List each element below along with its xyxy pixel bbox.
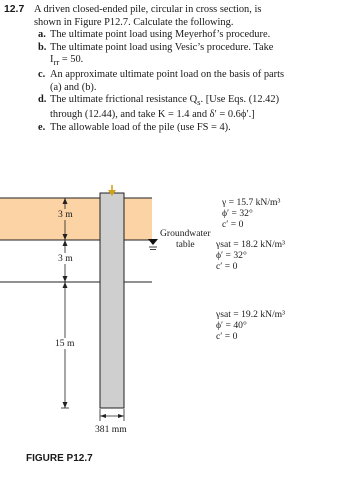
upper-sand-layer: [0, 198, 152, 240]
problem-item-c: [38, 69, 346, 94]
soil-property: γsat = 18.2 kN/m³: [216, 239, 286, 250]
diameter-arrowhead: [118, 414, 124, 418]
soil-layer-1-properties: [222, 197, 280, 230]
soil-property: c′ = 0: [216, 261, 238, 272]
groundwater-marker-icon: [148, 239, 158, 245]
soil-layer-2-properties: [216, 239, 285, 272]
diameter-arrowhead: [100, 414, 106, 418]
problem-item-e: [38, 122, 346, 135]
problem-item-a: [38, 29, 346, 42]
dim-arrowhead: [63, 282, 68, 288]
dim-label-15m: 15 m: [55, 338, 75, 349]
soil-property: γ = 15.7 kN/m³: [222, 197, 281, 208]
soil-layer-3-properties: [216, 309, 285, 342]
dim-arrowhead: [63, 240, 68, 246]
problem-item-text: The ultimate point load using Meyerhof’s procedure.: [50, 29, 271, 41]
problem-stem-line-1: A driven closed-ended pile, circular in cross section, is: [34, 4, 262, 15]
problem-item-label: b.: [38, 41, 47, 53]
soil-property: ϕ′ = 32°: [216, 250, 247, 261]
problem-item-text: through (12.44), and take K = 1.4 and δ′ = 0.6ϕ′.]: [50, 108, 255, 120]
problem-item-label: a.: [38, 29, 46, 41]
soil-property: γsat = 19.2 kN/m³: [216, 309, 286, 320]
dim-arrowhead: [63, 402, 68, 408]
problem-items: [4, 29, 346, 134]
dim-label-3m-upper: 3 m: [58, 209, 73, 220]
problem-item-text: The ultimate frictional resistance $Q_s$. [Use Eqs. (12.42): [50, 94, 280, 108]
problem-item-label: e.: [38, 121, 46, 133]
groundwater-label-line-2: table: [175, 239, 195, 250]
problem-item-d: [38, 94, 346, 121]
problem-item-text: (a) and (b).: [50, 81, 97, 93]
problem-item-text: The allowable load of the pile (use FS = 4).: [50, 121, 231, 133]
problem-item-text: An approximate ultimate point load on the basis of parts: [50, 69, 285, 81]
soil-property: c′ = 0: [216, 331, 238, 342]
dim-label-3m-lower: 3 m: [58, 253, 73, 264]
problem-number: 12.7: [4, 4, 25, 15]
problem-item-b: [38, 42, 346, 69]
problem-item-label: d.: [38, 94, 47, 106]
diameter-label: 381 mm: [95, 424, 127, 435]
problem-item-text: The ultimate point load using Vesic’s procedure. Take: [50, 41, 274, 53]
soil-property: c′ = 0: [222, 219, 244, 230]
problem-stem-line-2: shown in Figure P12.7. Calculate the following.: [34, 16, 234, 28]
groundwater-label-line-1: Groundwater: [160, 228, 211, 239]
soil-property: ϕ′ = 32°: [222, 208, 253, 219]
problem-item-label: c.: [38, 69, 46, 81]
soil-property: ϕ′ = 40°: [216, 320, 247, 331]
problem-statement: [4, 4, 346, 134]
groundwater-label: [160, 228, 211, 250]
figure-caption: FIGURE P12.7: [26, 453, 93, 464]
pile: [100, 193, 124, 408]
problem-item-text: $I_{rr} = 50$.: [50, 54, 84, 68]
dim-arrowhead: [63, 276, 68, 282]
figure-p12-7: [0, 185, 350, 483]
